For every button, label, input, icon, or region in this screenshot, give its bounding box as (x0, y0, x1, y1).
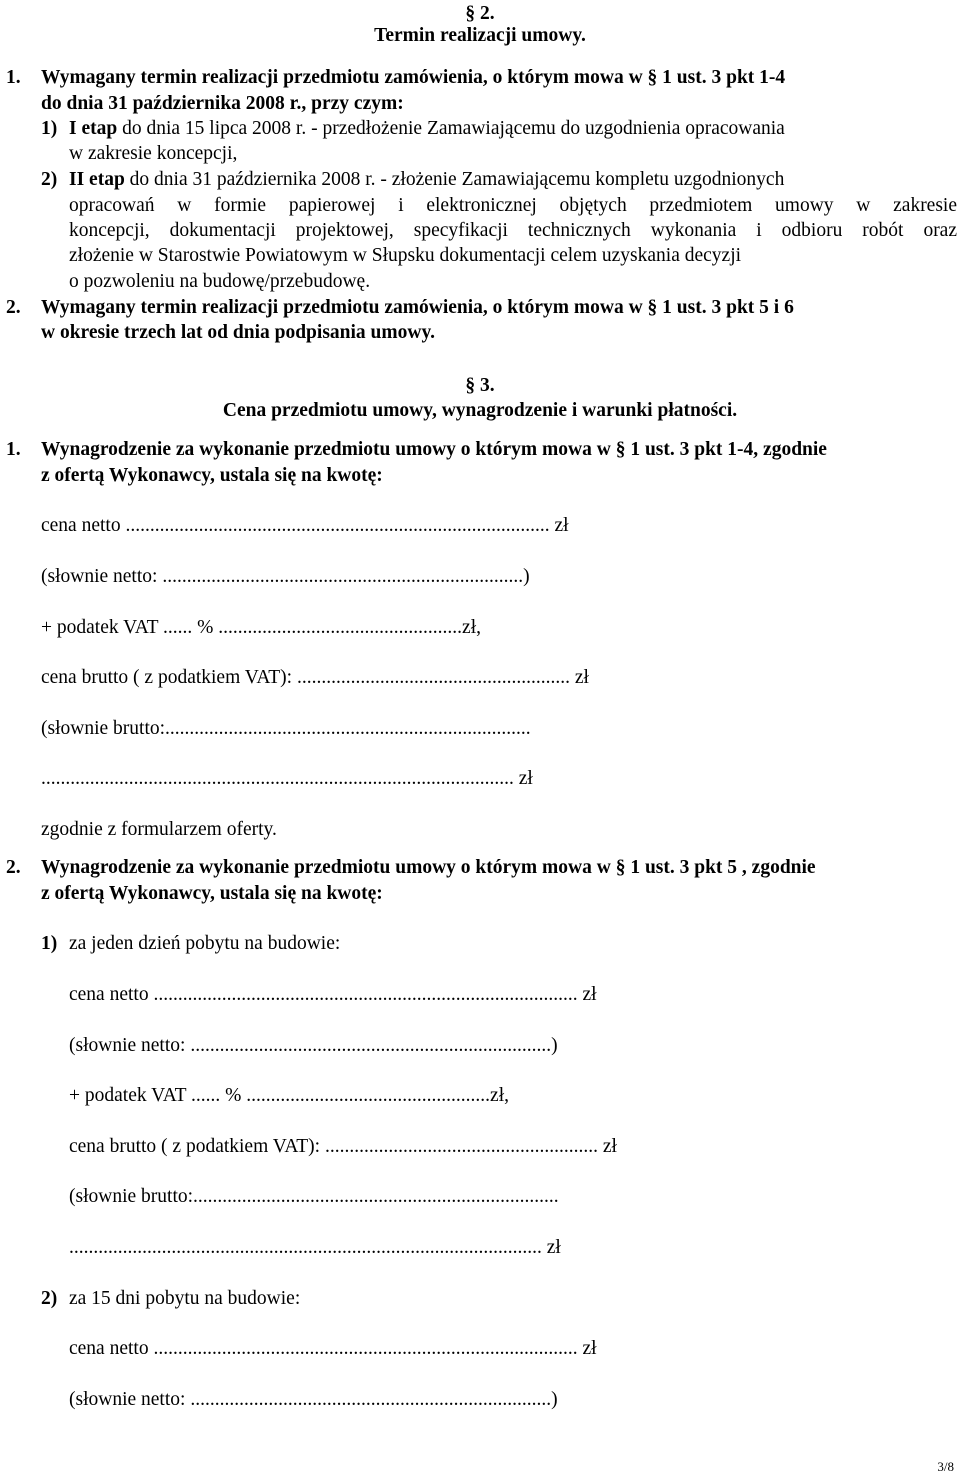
s3-item1-net-words: (słownie netto: ..........................................................................) (41, 566, 530, 587)
s3-sub1-net-words: (słownie netto: ..........................................................................) (69, 1035, 558, 1056)
s2-sub2-desc: do dnia 31 października 2008 r. - złożenie Zamawiającemu kompletu uzgodnionych (129, 169, 785, 190)
s3-sub2-net-words: (słownie netto: ..........................................................................) (69, 1389, 558, 1410)
s2-sub1-text (69, 117, 785, 141)
s2-sub1-desc: do dnia 15 lipca 2008 r. - przedłożenie Zamawiającemu do uzgodnienia opracowania (122, 118, 785, 139)
s3-item2-line2: z ofertą Wykonawcy, ustala się na kwotę: (41, 883, 383, 904)
s2-sub2-line2: opracowań w formie papierowej i elektronicznej objętych przedmiotem umowy w zakresie (69, 195, 957, 216)
s3-sub1-net-price: cena netto ....................................................................................... zł (69, 984, 597, 1005)
s2-sub1-line2: w zakresie koncepcji, (69, 143, 238, 164)
s2-item1-line2: do dnia 31 października 2008 r., przy czym: (41, 93, 404, 114)
s2-item2-line2: w okresie trzech lat od dnia podpisania umowy. (41, 322, 436, 343)
section-3-title: Cena przedmiotu umowy, wynagrodzenie i warunki płatności. (222, 400, 738, 421)
s2-sub2-line4: złożenie w Starostwie Powiatowym w Słupsku dokumentacji celem uzyskania decyzji (69, 245, 742, 266)
s3-sub1-gross-price: cena brutto ( z podatkiem VAT): ........................................................ zł (69, 1136, 617, 1157)
s3-sub2-net-price: cena netto ....................................................................................... zł (69, 1338, 597, 1359)
s3-item1-note: zgodnie z formularzem oferty. (41, 819, 277, 840)
s2-sub1-number: 1) (41, 118, 58, 139)
s3-item1-net-price: cena netto ....................................................................................... zł (41, 515, 569, 536)
s3-sub1-gross-words-cont: ................................................................................................. zł (69, 1237, 561, 1258)
s2-sub2-line5: o pozwoleniu na budowę/przebudowę. (69, 271, 371, 292)
s3-item2-line1: Wynagrodzenie za wykonanie przedmiotu umowy o którym mowa w § 1 ust. 3 pkt 5 , zgodnie (41, 857, 816, 878)
s3-item1-gross-price: cena brutto ( z podatkiem VAT): ........................................................ zł (41, 667, 589, 688)
s3-sub1-gross-words: (słownie brutto:........................................................................... (69, 1186, 559, 1207)
s2-sub2-stage: II etap (69, 169, 125, 190)
s2-sub2-text (69, 168, 784, 192)
s3-item1-vat: + podatek VAT ...... % ..................................................zł, (41, 617, 481, 638)
s3-item1-number: 1. (6, 439, 21, 460)
s2-item1-number: 1. (6, 67, 21, 88)
s3-sub1-label: za jeden dzień pobytu na budowie: (69, 933, 341, 954)
s2-item2-number: 2. (6, 297, 21, 318)
page-number: 3/8 (937, 1459, 954, 1474)
s2-sub1-stage: I etap (69, 118, 118, 139)
s3-item1-line1: Wynagrodzenie za wykonanie przedmiotu umowy o którym mowa w § 1 ust. 3 pkt 1-4, zgodnie (41, 439, 827, 460)
s3-item1-gross-words: (słownie brutto:........................................................................... (41, 718, 531, 739)
s3-item1-line2: z ofertą Wykonawcy, ustala się na kwotę: (41, 465, 383, 486)
s3-sub1-vat: + podatek VAT ...... % ..................................................zł, (69, 1085, 509, 1106)
s2-sub2-number: 2) (41, 169, 58, 190)
s3-sub2-number: 2) (41, 1288, 58, 1309)
s3-item2-number: 2. (6, 857, 21, 878)
section-2-number: § 2. (465, 3, 495, 24)
section-3-number: § 3. (465, 375, 495, 396)
s2-item2-line1: Wymagany termin realizacji przedmiotu zamówienia, o którym mowa w § 1 ust. 3 pkt 5 i 6 (41, 297, 794, 318)
s2-sub2-line3: koncepcji, dokumentacji projektowej, specyfikacji technicznych wykonania i odbioru robót oraz (69, 220, 957, 241)
section-2-title: Termin realizacji umowy. (374, 25, 586, 46)
s3-item1-gross-words-cont: ................................................................................................. zł (41, 768, 533, 789)
s2-item1-line1: Wymagany termin realizacji przedmiotu zamówienia, o którym mowa w § 1 ust. 3 pkt 1-4 (41, 67, 786, 88)
s3-sub1-number: 1) (41, 933, 58, 954)
s3-sub2-label: za 15 dni pobytu na budowie: (69, 1288, 301, 1309)
